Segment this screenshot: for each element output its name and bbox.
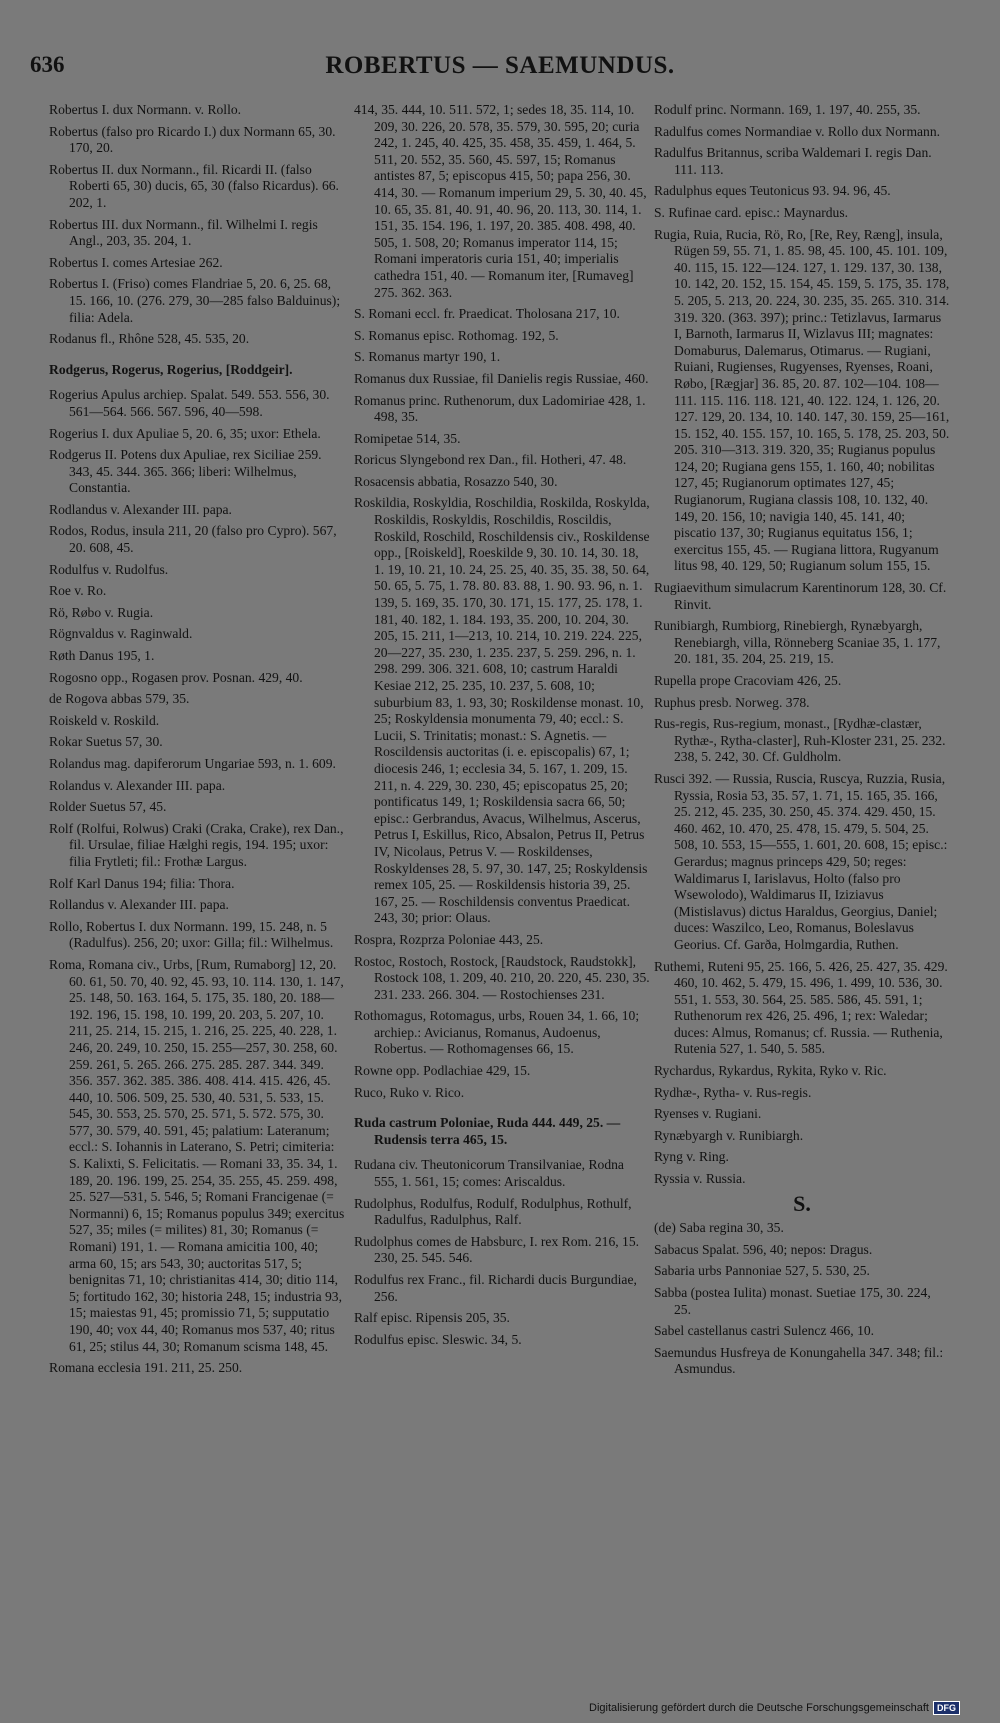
index-entry: (de) Saba regina 30, 35. bbox=[654, 1220, 784, 1236]
index-entry: Rolandus v. Alexander III. papa. bbox=[49, 777, 226, 793]
index-entry: Robertus I. dux Normann. v. Rollo. bbox=[49, 102, 242, 117]
index-entry: Romanus dux Russiae, fil Danielis regis Russiae, 460. bbox=[354, 370, 649, 386]
index-entry: Rögnvaldus v. Raginwald. bbox=[49, 626, 193, 642]
index-entry: Rydhæ-, Rytha- v. Rus-regis. bbox=[654, 1084, 812, 1100]
index-entry: Ruthemi, Ruteni 95, 25. 166, 5. 426, 25. 427, 35. 429. 460, 10. 462, 5. 479, 15. 496, 1. 499, 10. 536, 30. 551, 1. 553, 30. 564, 25. 585. 586, 45. 591, 1; Ruthenorum rex 426, 25. 496, 1; rex: Waledar; duces: Almus, Romanus; cf. Russia. — Ruthenia, Rutenia 527, 1. 540, 5. 585. bbox=[654, 958, 948, 1057]
index-entry: Radulfus Britannus, scriba Waldemari I. regis Dan. 111. 113. bbox=[654, 145, 932, 177]
index-entry: Saemundus Husfreya de Konungahella 347. 348; fil.: Asmundus. bbox=[654, 1344, 944, 1377]
index-entry: Romana ecclesia 191. 211, 25. 250. bbox=[49, 1360, 243, 1376]
index-entry: Rus-regis, Rus-regium, monast., [Rydhæ-clastær, Rythæ-, Rytha-claster], Ruh-Kloster 231, 25. 232. 238, 5. 242, 30. Cf. Guldholm. bbox=[654, 716, 946, 765]
index-entry: Ralf episc. Ripensis 205, 35. bbox=[354, 1310, 510, 1326]
index-entry: Roskildia, Roskyldia, Roschildia, Roskilda, Roskylda, Roskildis, Roskyldis, Roschildis, Roscildis, Roskild, Roschild, Roschildensis civ., Roskildense opp., [Roiskeld], Roeskilde 9, 30. 10. 14, 30. 18, 1. 19, 10. 21, 10. 24, 25. 25, 40. 35, 35. 38, 50. 64, 50. 65, 5. 75, 1. 78. 80. 83. 88, 1. 90. 93. 96, n. 1. 139, 5. 169, 35. 170, 30. 171, 15. 177, 25. 178, 1. 181, 40. 182, 1. 184. 193, 35. 200, 10. 204, 30. 205, 15. 211, 1—213, 10. 214, 10. 219. 224. 225, 20—227, 35. 230, 1. 235. 237, 5. 259. 296, n. 1. 298. 299. 306. 321. 608, 10; castrum Haraldi Kesiae 212, 25. 235, 10. 237, 5. 608, 10; suburbium 83, 1. 93, 30; Roskildense monast. 10, 25; Roskyldensia monumenta 79, 40; eccl.: S. Lucii, S. Trinitatis; monast.: S. Agnetis. — Roscildensis auctoritas (i. e. episcopalis) 67, 1; diocesis 246, 1; ecclesia 34, 5. 167, 1. 209, 15. 211, n. 4. 229, 30. 230, 45; episcopatus 25, 20; pontificatus 149, 1; Roskildensia sacra 66, 50; episc.: Gerbrandus, Avacus, Wilhelmus, Ascerus, Petrus I, Eskillus, Rico, Absalon, Petrus II, Petrus IV, Nicolaus, Petrus V. — Roskildenses, Roskyldenses 28, 5. 97, 30. 147, 25; Roskyldensis remex 105, 25. — Roskildensis historia 39, 25. 167, 25. — Roschildensis conventus Praedicat. 243, 30; prior: Olaus. bbox=[354, 495, 650, 926]
footer-credit bbox=[589, 1701, 960, 1715]
index-entry: Ryenses v. Rugiani. bbox=[654, 1106, 762, 1122]
index-column-middle bbox=[354, 102, 650, 1353]
index-entry: Rusci 392. — Russia, Ruscia, Ruscya, Ruzzia, Rusia, Ryssia, Rosia 53, 35. 57, 1. 71, 15. 165, 35. 166, 25. 212, 45. 235, 30. 250, 45. 374. 429. 450, 15. 460. 462, 10. 470, 25. 478, 15. 479, 5. 504, 25. 508, 10. 553, 15—555, 1. 601, 20. 608, 15; episc.: Gerardus; magnus princeps 429, 50; reges: Waldimarus I, Iarislavus, Holto (falso pro Wsewolodo), Waldimarus II, Iziziavus (Mistislavus) dictus Haraldus, Georgius, Daniel; duces: Waszilco, Leo, Romanus, Boleslavus Georius. Cf. Garða, Holmgardia, Ruthen. bbox=[654, 770, 948, 952]
index-entry: Rynæbyargh v. Runibiargh. bbox=[654, 1127, 804, 1143]
index-entry: Rolf (Rolfui, Rolwus) Craki (Craka, Crake), rex Dan., fil. Ursulae, filiae Hælghi regis, 194. 195; uxor: filia Frytleti; fil.: Frothæ Largus. bbox=[49, 820, 344, 869]
index-entry: Robertus II. dux Normann., fil. Ricardi II. (falso Roberti 65, 30) ducis, 65, 30 (falso Ricardus). 66. 202, 1. bbox=[49, 161, 339, 210]
index-entry: S. Romanus episc. Rothomag. 192, 5. bbox=[354, 327, 559, 343]
running-head: ROBERTUS — SAEMUNDUS. bbox=[325, 52, 675, 79]
index-entry: S. Romanus martyr 190, 1. bbox=[354, 349, 501, 365]
index-entry: Sabacus Spalat. 596, 40; nepos: Dragus. bbox=[654, 1241, 873, 1257]
index-entry: Ryssia v. Russia. bbox=[654, 1171, 746, 1187]
index-entry: Rokar Suetus 57, 30. bbox=[49, 734, 163, 750]
index-entry: Ruphus presb. Norweg. 378. bbox=[654, 694, 810, 710]
index-entry: Romanus princ. Ruthenorum, dux Ladomiriae 428, 1. 498, 35. bbox=[354, 392, 646, 425]
index-entry: Rospra, Rozprza Poloniae 443, 25. bbox=[354, 931, 544, 947]
index-entry: Rowne opp. Podlachiae 429, 15. bbox=[354, 1063, 531, 1079]
index-column-right bbox=[654, 102, 950, 1383]
footer-text: Digitalisierung gefördert durch die Deutsche Forschungsgemeinschaft bbox=[589, 1702, 929, 1714]
index-entry: Ruda castrum Poloniae, Ruda 444. 449, 25. — Rudensis terra 465, 15. bbox=[354, 1115, 621, 1147]
index-entry: Rollandus v. Alexander III. papa. bbox=[49, 897, 229, 913]
index-entry: Rodos, Rodus, insula 211, 20 (falso pro Cypro). 567, 20. 608, 45. bbox=[49, 523, 337, 556]
index-entry: Rolf Karl Danus 194; filia: Thora. bbox=[49, 875, 235, 891]
index-entry: Sabba (postea Iulita) monast. Suetiae 175, 30. 224, 25. bbox=[654, 1285, 931, 1317]
index-entry: Rogerius Apulus archiep. Spalat. 549. 553. 556, 30. 561—564. 566. 567. 596, 40—598. bbox=[49, 387, 330, 419]
index-entry: Robertus III. dux Normann., fil. Wilhelmi I. regis Angl., 203, 35. 204, 1. bbox=[49, 216, 318, 249]
index-entry: Røth Danus 195, 1. bbox=[49, 648, 155, 664]
index-entry: Sabaria urbs Pannoniae 527, 5. 530, 25. bbox=[654, 1263, 870, 1279]
index-entry: Roiskeld v. Roskild. bbox=[49, 712, 160, 728]
index-entry: Rugiaevithum simulacrum Karentinorum 128, 30. Cf. Rinvit. bbox=[654, 580, 947, 612]
index-entry: Rudolphus comes de Habsburc, I. rex Rom. 216, 15. 230, 25. 545. 546. bbox=[354, 1233, 640, 1266]
index-entry: Roe v. Ro. bbox=[49, 583, 107, 599]
index-entry: Ruco, Ruko v. Rico. bbox=[354, 1084, 465, 1100]
index-entry: Rudolphus, Rodulfus, Rodulf, Rodulphus, Rothulf, Radulfus, Radulphus, Ralf. bbox=[354, 1195, 632, 1228]
index-entry: Rosacensis abbatia, Rosazzo 540, 30. bbox=[354, 473, 558, 489]
index-entry: Runibiargh, Rumbiorg, Rinebiergh, Rynæbyargh, Renebiargh, villa, Rönneberg Scaniae 35, 1. 177, 20. 181, 35. 204, 25. 219, 15. bbox=[654, 618, 941, 667]
index-entry: Rö, Røbo v. Rugia. bbox=[49, 604, 154, 620]
index-entry: Romipetae 514, 35. bbox=[354, 430, 461, 446]
index-entry: Rodulfus episc. Sleswic. 34, 5. bbox=[354, 1331, 522, 1347]
index-entry: Ryng v. Ring. bbox=[654, 1149, 729, 1165]
index-entry: Rogerius I. dux Apuliae 5, 20. 6, 35; uxor: Ethela. bbox=[49, 425, 321, 441]
index-column-left bbox=[49, 102, 345, 1382]
index-entry: Rolder Suetus 57, 45. bbox=[49, 799, 167, 815]
index-entry: Robertus I. comes Artesiae 262. bbox=[49, 254, 223, 270]
index-entry: Robertus I. (Friso) comes Flandriae 5, 20. 6, 25. 68, 15. 166, 10. (276. 279, 30—285 falso Balduinus); filia: Adela. bbox=[49, 276, 341, 325]
index-entry: S. Rufinae card. episc.: Maynardus. bbox=[654, 204, 849, 220]
index-entry: Radulphus eques Teutonicus 93. 94. 96, 45. bbox=[654, 183, 891, 199]
index-entry: Rodgerus, Rogerus, Rogerius, [Roddgeir]. bbox=[49, 361, 293, 377]
index-entry: Rugia, Ruia, Rucia, Rö, Ro, [Re, Rey, Ræng], insula, Rügen 59, 55. 71, 1. 85. 98, 45. 100, 45. 101. 109, 40. 115, 15. 122—124. 127, 1. 129. 137, 30. 138, 10. 142, 20. 152, 15. 154, 45. 159, 5. 175, 35. 178, 5. 205, 5. 213, 20. 224, 30. 235, 35. 265. 310. 314. 319. 320. (363. 397); princ.: Tetizlavus, Iarmarus I, Barnoth, Iarmarus II, Wizlavus III; magnates: Domaburus, Dalemarus, Otimarus. — Rugiani, Ruiani, Rugienses, Rugyenses, Ryenses, Roani, Røbo, [Rægjar] 36. 85, 20. 87. 102—104. 108—111. 115. 116. 118. 121, 40. 122. 124, 1. 126, 20. 127. 129, 20. 134, 10. 140. 147, 30. 159, 25—161, 15. 152, 40. 155. 157, 10. 165, 5. 178, 25. 203, 50. 205. 310—313. 319. 320, 35; Rugianus populus 124, 20; Rugiana gens 155, 1. 160, 40; nobilitas 127, 45; Rugianorum optimates 127, 45; Rugianorum, Rugiana classis 108, 10. 132, 40. 149, 20. 156, 10; navigia 140, 45. 141, 40; piscatio 137, 30; Rugianus equitatus 156, 1; exercitus 155, 45. — Rugiana littora, Rugyanum litus 98, 40. 129, 50; Rugianum solum 155, 15. bbox=[654, 226, 950, 574]
index-entry: Rodanus fl., Rhône 528, 45. 535, 20. bbox=[49, 331, 250, 347]
index-entry: Rothomagus, Rotomagus, urbs, Rouen 34, 1. 66, 10; archiep.: Avicianus, Romanus, Audoenus, Robertus. — Rothomagenses 66, 15. bbox=[354, 1008, 640, 1057]
dfg-logo: DFG bbox=[933, 1701, 960, 1715]
index-entry: S. Romani eccl. fr. Praedicat. Tholosana 217, 10. bbox=[354, 306, 620, 322]
section-letter-s: S. bbox=[793, 1190, 811, 1216]
index-entry: Rollo, Robertus I. dux Normann. 199, 15. 248, n. 5 (Radulfus). 256, 20; uxor: Gilla; fil.: Wilhelmus. bbox=[49, 918, 334, 951]
page-number: 636 bbox=[30, 52, 65, 77]
index-entry: Rolandus mag. dapiferorum Ungariae 593, n. 1. 609. bbox=[49, 756, 336, 771]
index-entry: Radulfus comes Normandiae v. Rollo dux Normann. bbox=[654, 123, 941, 139]
index-entry: Rychardus, Rykardus, Rykita, Ryko v. Ric. bbox=[654, 1063, 887, 1079]
index-entry: Sabel castellanus castri Sulencz 466, 10. bbox=[654, 1323, 875, 1339]
index-entry: Rudana civ. Theutonicorum Transilvaniae, Rodna 555, 1. 561, 15; comes: Ariscaldus. bbox=[354, 1157, 624, 1190]
index-entry: Rodulfus v. Rudolfus. bbox=[49, 561, 169, 577]
index-entry: Rogosno opp., Rogasen prov. Posnan. 429, 40. bbox=[49, 669, 303, 685]
index-entry: de Rogova abbas 579, 35. bbox=[49, 691, 190, 707]
index-entry: Rostoc, Rostoch, Rostock, [Raudstock, Raudstokk], Rostock 108, 1. 209, 40. 210, 20. 220, 45. 230, 35. 231. 233. 266. 304. — Rostochienses 231. bbox=[354, 953, 650, 1002]
index-entry: Robertus (falso pro Ricardo I.) dux Normann 65, 30. 170, 20. bbox=[49, 123, 336, 156]
index-entry: 414, 35. 444, 10. 511. 572, 1; sedes 18, 35. 114, 10. 209, 30. 226, 20. 578, 35. 579, 30. 595, 20; curia 242, 1. 245, 40. 425, 35. 458, 35. 459, 1. 464, 5. 511, 20. 552, 35. 560, 45. 597, 15; Romanus antistes 87, 5; episcopus 415, 50; papa 256, 30. 414, 30. — Romanum imperium 29, 5. 30, 40. 45, 10. 65, 35. 81, 40. 91, 40. 96, 20. 113, 30. 114, 1. 151, 35. 154. 196, 1. 197, 20. 385. 408. 498, 40. 505, 1. 508, 20; Romanus imperator 114, 15; Romani imperatoris curia 151, 40; imperialis cathedra 151, 40. — Romanum iter, [Rumaveg] 275. 362. 363. bbox=[354, 102, 647, 300]
index-entry: Roma, Romana civ., Urbs, [Rum, Rumaborg] 12, 20. 60. 61, 50. 70, 40. 92, 45. 93, 10. 114. 130, 1. 147, 25. 148, 50. 163. 164, 5. 175, 35. 180, 20. 188—192. 196, 15. 198, 10. 199, 20. 203, 5. 207, 10. 211, 25. 214, 15. 215, 1. 216, 25. 225, 40. 228, 1. 246, 20. 249, 10. 250, 15. 255—257, 30. 258, 60. 259. 261, 5. 265. 266. 275. 285. 287. 344. 349. 356. 357. 362. 385. 386. 408. 414. 415. 426, 45. 440, 10. 506. 509, 25. 530, 40. 531, 5. 533, 15. 545, 30. 553, 25. 570, 25. 571, 5. 572. 575, 30. 577, 30. 579, 40. 591, 45; palatium: Lateranum; eccl.: S. Iohannis in Laterano, S. Petri; cimiteria: S. Kalixti, S. Felicitatis. — Romani 33, 35. 34, 1. 189, 20. 196. 199, 25. 254, 35. 255, 45. 259. 498, 25. 527—531, 5. 546, 5; Romani Francigenae (= Normanni) 6, 15; Romanus populus 349; exercitus 527, 35; miles (= milites) 81, 30; Romanus (= Romani) 191, 1. — Romana amicitia 100, 40; arma 60, 15; ars 543, 30; auctoritas 517, 5; benignitas 71, 10; christianitas 414, 30; ditio 114, 5; fortitudo 162, 30; historia 248, 15; industria 93, 15; maiestas 91, 45; promissio 71, 5; supputatio 190, 40; vox 44, 40; Romanus mos 537, 40; ritus 61, 25; stilus 44, 30; Romanum scisma 148, 45. bbox=[49, 956, 345, 1354]
index-entry: Roricus Slyngebond rex Dan., fil. Hotheri, 47. 48. bbox=[354, 452, 627, 468]
index-entry: Rodulf princ. Normann. 169, 1. 197, 40. 255, 35. bbox=[654, 102, 921, 117]
index-entry: Rodlandus v. Alexander III. papa. bbox=[49, 501, 232, 517]
index-entry: Rupella prope Cracoviam 426, 25. bbox=[654, 673, 842, 688]
index-entry: Rodgerus II. Potens dux Apuliae, rex Siciliae 259. 343, 45. 344. 365. 366; liberi: Wilhelmus, Constantia. bbox=[49, 447, 322, 496]
index-entry: Rodulfus rex Franc., fil. Richardi ducis Burgundiae, 256. bbox=[354, 1272, 637, 1304]
